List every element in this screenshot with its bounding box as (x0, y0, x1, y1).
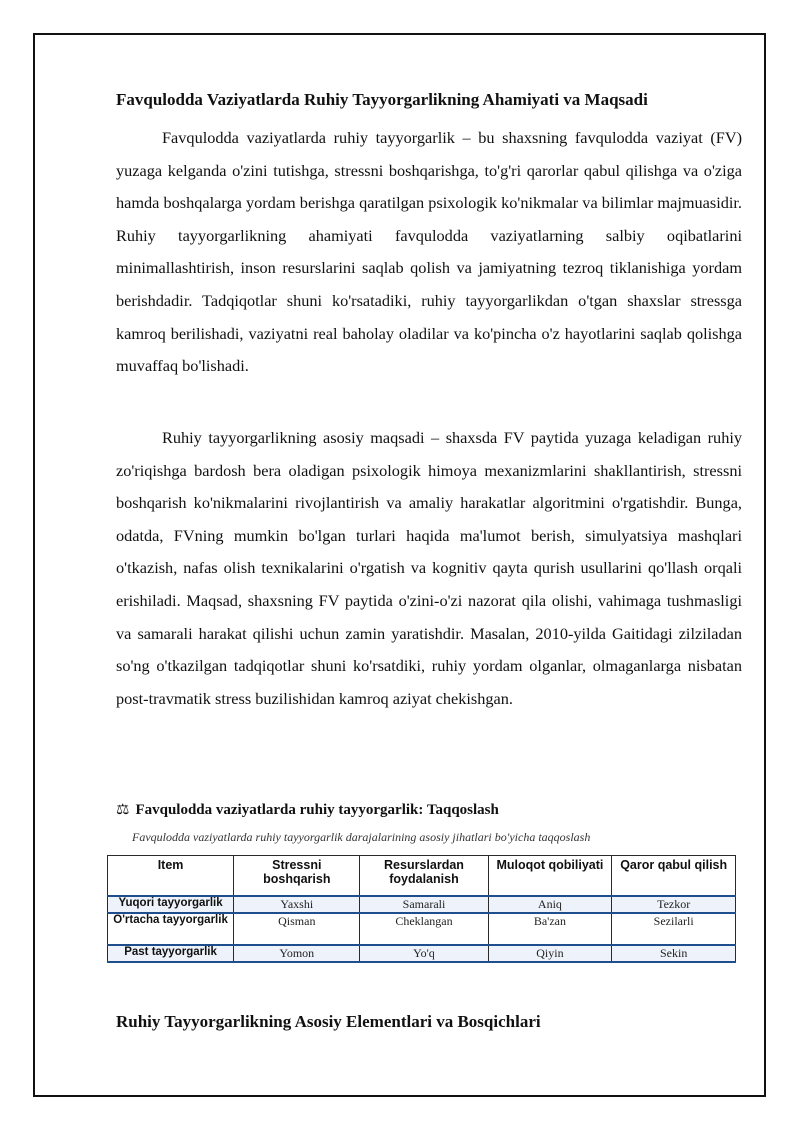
table-row (108, 945, 736, 962)
paragraph-2: Ruhiy tayyorgarlikning asosiy maqsadi – shaxsda FV paytida yuzaga keladigan ruhiy zo'riqishga bardosh bera oladigan psixologik himoya mexanizmlarini shakllantirish, stressni boshqarish ko'nikmalarini rivojlantirish va amaliy harakatlar algoritmini o'rgatishdir. Bunga, odatda, FVning mumkin bo'lgan turlari haqida ma'lumot berish, simulyatsiya mashqlari o'tkazish, nafas olish texnikalarini o'rgatish va kognitiv qayta qurish usullarini qo'llash orqali erishiladi. Maqsad, shaxsning FV paytida o'zini-o'zi nazorat qila olishi, vahimaga tushmasligi va samarali harakat qilishi uchun zamin yaratishdir. Masalan, 2010-yilda Gaitidagi zilziladan so'ng o'tkazilgan tadqiqotlar shuni ko'rsatdiki, ruhiy yordam olganlar, olmaganlarga nisbatan post-travmatik stress buzilishidan kamroq aziyat chekishgan. (116, 428, 742, 708)
comparison-table (107, 855, 736, 963)
table-caption: Favqulodda vaziyatlarda ruhiy tayyorgarlik darajalarining asosiy jihatlari bo'yicha taqqoslash (132, 830, 591, 844)
table-cell: Yaxshi (234, 896, 360, 913)
table-row-label: Yuqori tayyorgarlik (108, 896, 234, 913)
table-header-cell: Item (108, 856, 234, 897)
table-cell: Samarali (360, 896, 488, 913)
table-cell: Yo'q (360, 945, 488, 962)
paragraph-1: Favqulodda vaziyatlarda ruhiy tayyorgarlik – bu shaxsning favqulodda vaziyat (FV) yuzaga kelganda o'zini tutishga, stressni boshqarishga, to'g'ri qarorlar qabul qilishga va o'ziga hamda boshqalarga yordam berishga qaratilgan psixologik ko'nikmalar va bilimlar majmuasidir. Ruhiy tayyorgarlikning ahamiyati favqulodda vaziyatlarning salbiy oqibatlarini minimallashtirish, inson resurslarini saqlab qolish va jamiyatning tezroq tiklanishiga yordam berishdadir. Tadqiqotlar shuni ko'rsatadiki, ruhiy tayyorgarlikdan o'tgan shaxslar stressga kamroq berilishadi, vaziyatni real baholay oladilar va ko'pincha o'z hayotlarini saqlab qolishga muvaffaq bo'lishadi. (116, 128, 742, 376)
section-heading-1: Favqulodda Vaziyatlarda Ruhiy Tayyorgarlikning Ahamiyati va Maqsadi (116, 90, 648, 109)
table-cell: Sezilarli (612, 913, 736, 945)
table-title (116, 800, 499, 819)
table-row (108, 896, 736, 913)
table-header-cell: Qaror qabul qilish (612, 856, 736, 897)
table-cell: Ba'zan (488, 913, 612, 945)
table-cell: Yomon (234, 945, 360, 962)
table-cell: Qisman (234, 913, 360, 945)
section-heading-2: Ruhiy Tayyorgarlikning Asosiy Elementlari va Bosqichlari (116, 1012, 541, 1031)
table-header-cell: Muloqot qobiliyati (488, 856, 612, 897)
table-header-row (108, 856, 736, 897)
table-row-label: Past tayyorgarlik (108, 945, 234, 962)
table-header-cell: Stressni boshqarish (234, 856, 360, 897)
table-cell: Aniq (488, 896, 612, 913)
table-cell: Qiyin (488, 945, 612, 962)
table-cell: Cheklangan (360, 913, 488, 945)
scale-icon: ⚖ (116, 800, 130, 818)
table-header-cell: Resurslardan foydalanish (360, 856, 488, 897)
table-cell: Sekin (612, 945, 736, 962)
table-row-label: O'rtacha tayyorgarlik (108, 913, 234, 945)
table-title-text: Favqulodda vaziyatlarda ruhiy tayyorgarlik: Taqqoslash (135, 802, 499, 818)
table-cell: Tezkor (612, 896, 736, 913)
table-row (108, 913, 736, 945)
